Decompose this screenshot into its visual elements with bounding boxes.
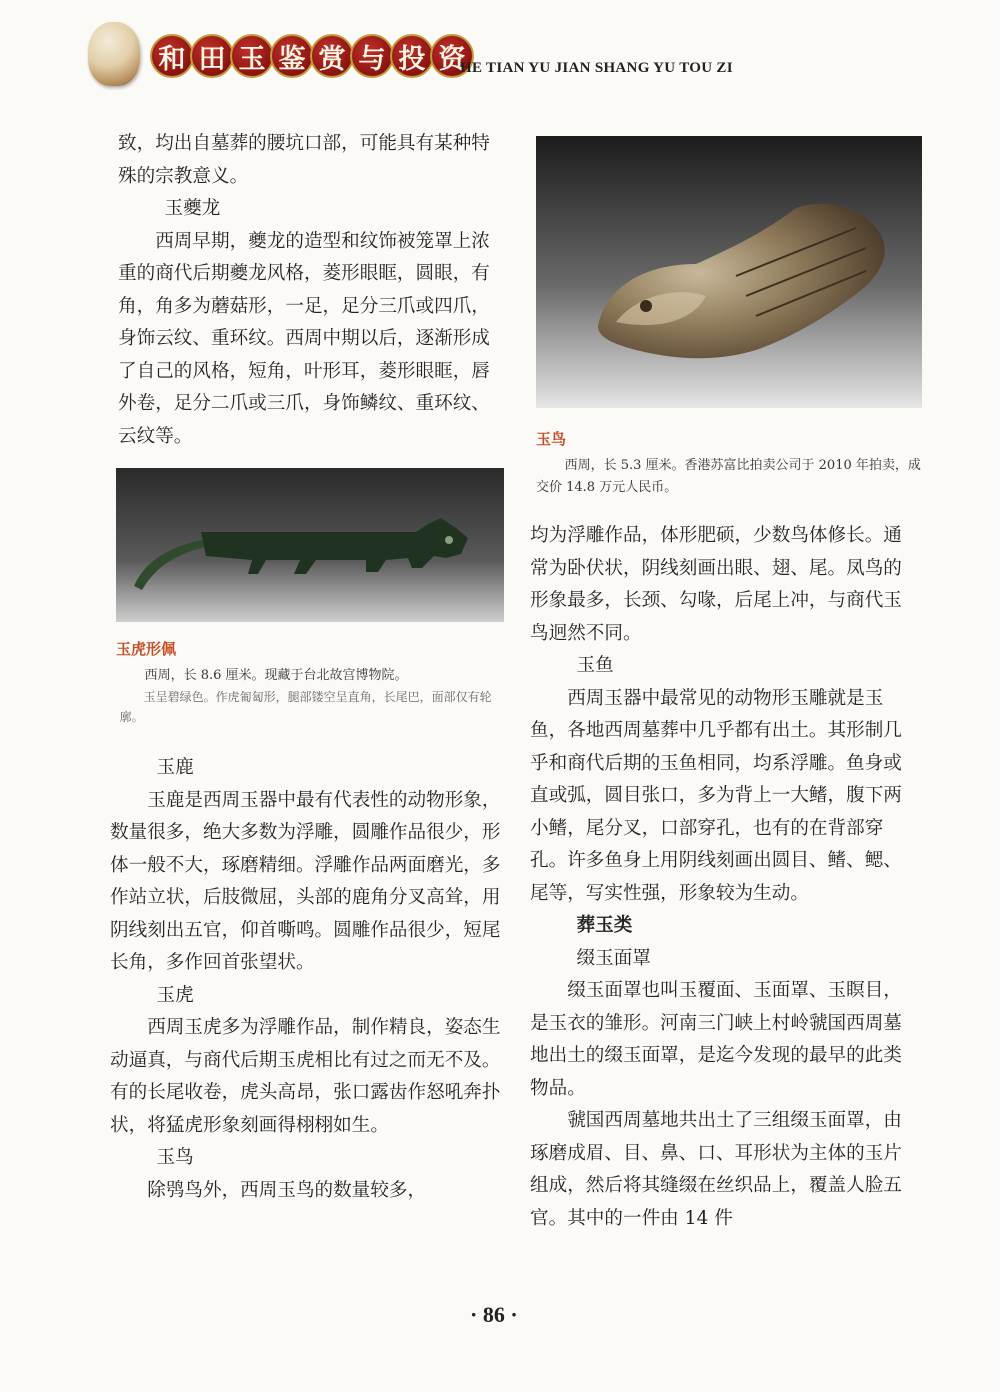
paragraph: 西周玉虎多为浮雕作品，制作精良，姿态生动逼真，与商代后期玉虎相比有过之而无不及。有的长尾收卷，虎头高昂，张口露齿作怒吼奔扑状，将猛虎形象刻画得栩栩如生。	[110, 1017, 501, 1136]
right-column	[530, 520, 920, 1235]
left-column-top	[118, 128, 508, 453]
jade-bird-photo	[536, 136, 922, 408]
paragraph: 除鸮鸟外，西周玉鸟的数量较多，	[147, 1179, 427, 1201]
left-column-bottom	[110, 752, 508, 1207]
paragraph: 西周玉器中最常见的动物形玉雕就是玉鱼，各地西周墓葬中几乎都有出土。其形制几乎和商代后期的玉鱼相同，均系浮雕。鱼身或直或弧，圆目张口，多为背上一大鳍，腹下两小鳍，尾分叉，口部穿孔，也有的在背部穿孔。许多鱼身上用阴线刻画出圆目、鳍、鳃、尾等，写实性强，形象较为生动。	[530, 687, 902, 904]
paragraph: 致，均出自墓葬的腰坑口部，可能具有某种特殊的宗教意义。	[118, 133, 490, 187]
paragraph: 西周早期，夔龙的造型和纹饰被笼罩上浓重的商代后期夔龙风格，菱形眼眶，圆眼，有角，角多为蘑菇形，一足，足分三爪或四爪，身饰云纹、重环纹。西周中期以后，逐渐形成了自己的风格，短角，叶形耳，菱形眼眶，唇外卷，足分二爪或三爪，身饰鳞纹、重环纹、云纹等。	[118, 230, 490, 447]
title-char: 田	[190, 34, 234, 78]
book-title	[150, 34, 470, 78]
jade-bird-caption	[536, 428, 926, 499]
section-heading: 葬玉类	[576, 915, 633, 936]
page-number: · 86 ·	[470, 1302, 518, 1327]
caption-note: 玉呈碧绿色。作虎匍匐形，腿部镂空呈直角，长尾巴，面部仅有轮廓。	[119, 690, 492, 724]
section-heading: 玉夔龙	[164, 198, 221, 219]
paragraph: 缀玉面罩也叫玉覆面、玉面罩、玉瞑目，是玉衣的雏形。河南三门峡上村岭虢国西周墓地出土的缀玉面罩，是迄今发现的最早的此类物品。	[530, 980, 902, 1099]
title-char: 鉴	[270, 34, 314, 78]
jade-logo-image	[88, 22, 140, 86]
section-heading: 玉鹿	[156, 757, 194, 778]
title-char: 赏	[310, 34, 354, 78]
tiger-pendant-caption	[116, 638, 508, 727]
title-char: 资	[430, 34, 474, 78]
section-heading: 玉鸟	[156, 1147, 194, 1168]
title-char: 与	[350, 34, 394, 78]
caption-title: 玉鸟	[536, 430, 567, 448]
jade-bird-image	[536, 136, 922, 408]
section-heading: 玉鱼	[576, 655, 614, 676]
paragraph: 虢国西周墓地共出土了三组缀玉面罩，由琢磨成眉、目、鼻、口、耳形状为主体的玉片组成，然后将其缝缀在丝织品上，覆盖人脸五官。其中的一件由 14 件	[530, 1110, 902, 1229]
title-char: 投	[390, 34, 434, 78]
paragraph: 均为浮雕作品，体形肥硕，少数鸟体修长。通常为卧伏状，阴线刻画出眼、翅、尾。凤鸟的形象最多，长颈、勾喙，后尾上冲，与商代玉鸟迥然不同。	[530, 525, 902, 644]
tiger-pendant-image	[116, 468, 504, 622]
title-char: 玉	[230, 34, 274, 78]
title-char: 和	[150, 34, 194, 78]
page-header	[88, 22, 908, 102]
paragraph: 玉鹿是西周玉器中最有代表性的动物形象，数量很多，绝大多数为浮雕，圆雕作品很少，形体一般不大，琢磨精细。浮雕作品两面磨光，多作站立状，后肢微屈，头部的鹿角分叉高耸，用阴线刻出五官，仰首嘶鸣。圆雕作品很少，短尾长角，多作回首张望状。	[110, 789, 501, 973]
section-heading: 玉虎	[156, 984, 194, 1006]
subsection-heading: 缀玉面罩	[576, 947, 651, 969]
book-title-pinyin: HE TIAN YU JIAN SHANG YU TOU ZI	[460, 60, 733, 76]
caption-text: 西周，长 5.3 厘米。香港苏富比拍卖公司于 2010 年拍卖，成交价 14.8 万元人民币。	[536, 458, 921, 495]
caption-title: 玉虎形佩	[116, 640, 177, 658]
tiger-pendant-photo	[116, 468, 504, 622]
caption-text: 西周，长 8.6 厘米。现藏于台北故宫博物院。	[144, 668, 408, 683]
